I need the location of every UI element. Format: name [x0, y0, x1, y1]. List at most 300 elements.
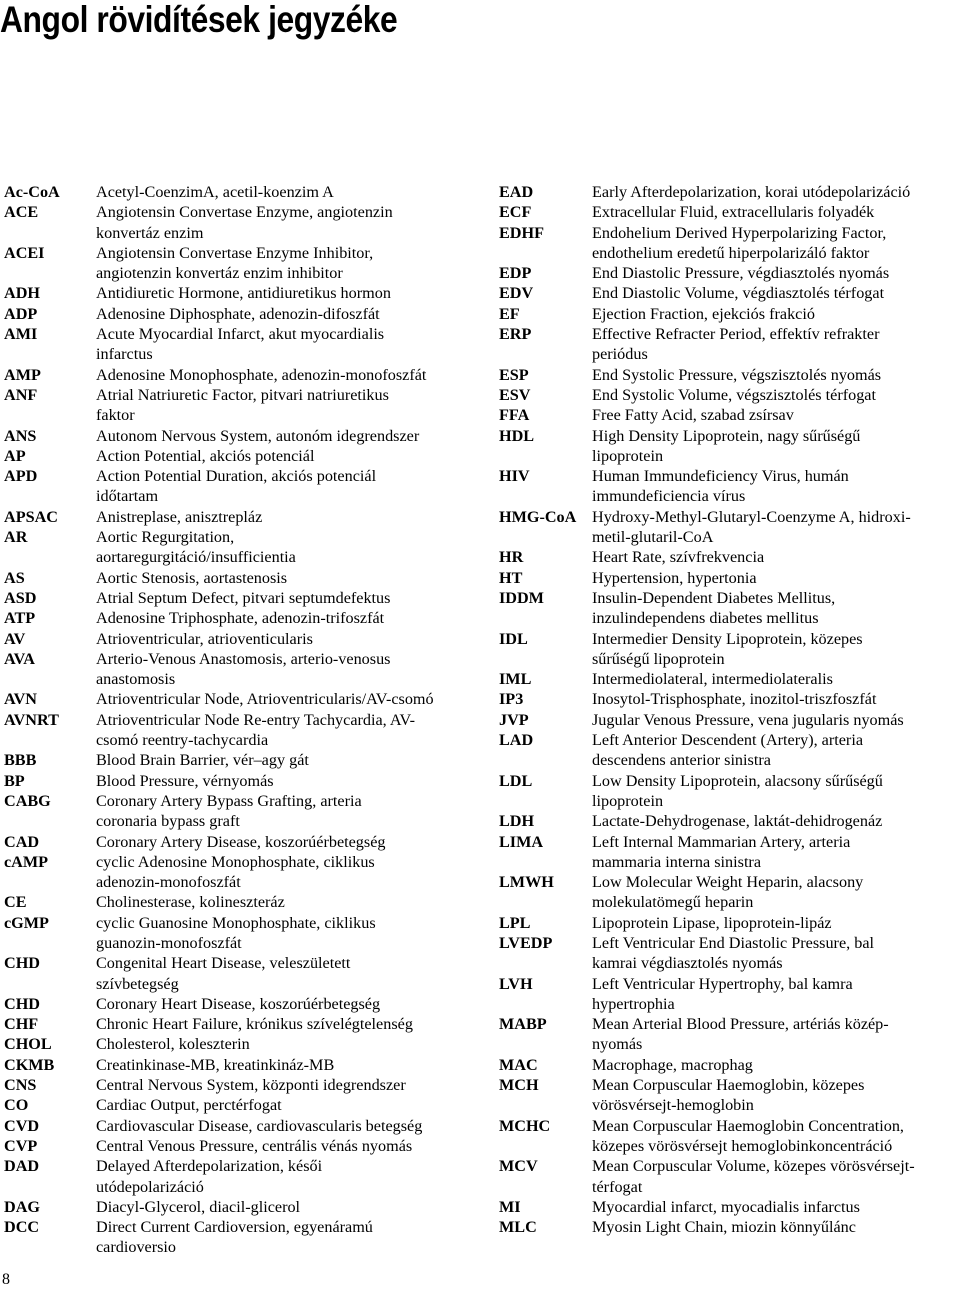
abbreviation-definition	[96, 629, 488, 649]
abbreviation-term: CVP	[4, 1136, 38, 1155]
definition-line: Myosin Light Chain, miozin könnyűlánc	[592, 1218, 856, 1237]
definition-line: adenozin-monofoszfát	[96, 873, 241, 892]
definition-line: Mean Arterial Blood Pressure, artériás közép-	[592, 1015, 889, 1034]
abbreviation-definition	[592, 466, 960, 507]
abbreviation-term: AVA	[4, 649, 35, 668]
abbreviation-definition	[96, 608, 488, 628]
abbreviation-entry	[499, 1055, 960, 1075]
abbreviation-entry	[4, 324, 488, 365]
abbreviation-entry	[4, 365, 488, 385]
abbreviation-term: AP	[4, 446, 26, 465]
abbreviation-term: AMP	[4, 365, 41, 384]
abbreviation-term: IML	[499, 670, 532, 689]
abbreviation-entry	[4, 750, 488, 770]
abbreviation-entry	[4, 1034, 488, 1054]
abbreviation-entry	[4, 1075, 488, 1095]
abbreviation-term: IP3	[499, 690, 524, 709]
definition-line: Inosytol-Trisphosphate, inozitol-triszfoszfát	[592, 690, 877, 709]
abbreviation-entry	[499, 689, 960, 709]
abbreviation-entry	[499, 730, 960, 771]
definition-line: Antidiuretic Hormone, antidiuretikus hormon	[96, 284, 391, 303]
abbreviation-term: CNS	[4, 1076, 37, 1095]
definition-line: Autonom Nervous System, autonóm idegrendszer	[96, 426, 420, 445]
definition-line: Atrioventricular Node Re-entry Tachycardia, AV-	[96, 710, 416, 729]
abbreviation-entry	[4, 1197, 488, 1217]
abbreviation-term: Ac-CoA	[4, 183, 60, 201]
abbreviation-entry	[499, 426, 960, 467]
abbreviation-term: cGMP	[4, 913, 49, 932]
abbreviation-definition	[592, 1075, 960, 1116]
definition-line: Action Potential Duration, akciós potenciál	[96, 467, 377, 486]
abbreviation-entry	[499, 588, 960, 629]
abbreviation-term: ACE	[4, 203, 39, 222]
abbreviation-entry	[499, 202, 960, 222]
definition-line: endothelium eredetű hiperpolarizáló faktor	[592, 243, 870, 262]
abbreviation-definition	[96, 771, 488, 791]
definition-line: anastomosis	[96, 670, 176, 689]
definition-line: Chronic Heart Failure, krónikus szívelégtelenség	[96, 1015, 413, 1034]
definition-line: Delayed Afterdepolarization, késői	[96, 1157, 323, 1176]
page-title: Angol rövidítések jegyzéke	[0, 0, 398, 40]
definition-line: Mean Corpuscular Haemoglobin Concentration,	[592, 1116, 904, 1135]
definition-line: Coronary Artery Disease, koszorúérbetegség	[96, 832, 386, 851]
definition-line: Endohelium Derived Hyperpolarizing Factor,	[592, 223, 887, 242]
abbreviation-term: MAC	[499, 1055, 538, 1074]
abbreviation-entry	[4, 994, 488, 1014]
abbreviation-term: EDV	[499, 284, 534, 303]
definition-line: Aortic Stenosis, aortastenosis	[96, 568, 288, 587]
abbreviation-term: EDP	[499, 264, 532, 283]
abbreviation-term: CE	[4, 893, 27, 912]
definition-line: Angiotensin Convertase Enzyme, angiotenzin	[96, 203, 393, 222]
abbreviation-definition	[592, 426, 960, 467]
definition-line: kamrai végdiasztolés nyomás	[592, 954, 783, 973]
definition-line: Angiotensin Convertase Enzyme Inhibitor,	[96, 243, 374, 262]
abbreviation-definition	[96, 527, 488, 568]
definition-line: lipoprotein	[592, 446, 664, 465]
abbreviation-term: cAMP	[4, 852, 49, 871]
definition-line: Atrial Natriuretic Factor, pitvari natriuretikus	[96, 385, 389, 404]
definition-line: Cardiac Output, perctérfogat	[96, 1096, 282, 1115]
abbreviation-term: DAD	[4, 1157, 40, 1176]
definition-line: Acute Myocardial Infarct, akut myocardialis	[96, 325, 385, 344]
definition-line: Intermedier Density Lipoprotein, közepes	[592, 629, 863, 648]
abbreviation-term: AV	[4, 629, 26, 648]
abbreviation-definition	[592, 730, 960, 771]
abbreviation-definition	[592, 710, 960, 730]
abbreviation-term: HIV	[499, 467, 530, 486]
definition-line: End Systolic Pressure, végszisztolés nyomás	[592, 365, 882, 384]
definition-line: Left Internal Mammarian Artery, arteria	[592, 832, 851, 851]
definition-line: Cholesterol, koleszterin	[96, 1035, 250, 1054]
definition-line: Left Ventricular End Diastolic Pressure, bal	[592, 933, 874, 952]
abbreviation-term: CABG	[4, 791, 51, 810]
abbreviation-entry	[499, 405, 960, 425]
abbreviation-entry	[4, 243, 488, 284]
abbreviation-term: LAD	[499, 731, 534, 750]
abbreviation-definition	[96, 852, 488, 893]
abbreviation-definition	[96, 1034, 488, 1054]
abbreviation-term: ECF	[499, 203, 532, 222]
abbreviation-definition	[96, 182, 488, 202]
abbreviation-term: LPL	[499, 913, 531, 932]
abbreviation-entry	[4, 852, 488, 893]
definition-line: immundeficiencia vírus	[592, 487, 746, 506]
definition-line: Macrophage, macrophag	[592, 1055, 753, 1074]
definition-line: Adenosine Triphosphate, adenozin-trifoszfát	[96, 609, 385, 628]
definition-line: Blood Brain Barrier, vér–agy gát	[96, 751, 309, 770]
abbreviation-definition	[592, 385, 960, 405]
abbreviation-term: HT	[499, 568, 523, 587]
abbreviation-entry	[499, 1116, 960, 1157]
definition-line: Aortic Regurgitation,	[96, 528, 235, 547]
page-number: 8	[2, 1271, 10, 1288]
abbreviation-definition	[592, 365, 960, 385]
definition-line: Hypertension, hypertonia	[592, 568, 757, 587]
abbreviation-term: IDL	[499, 629, 528, 648]
right-abbreviation-column	[499, 182, 960, 1237]
definition-line: Jugular Venous Pressure, vena jugularis nyomás	[592, 710, 904, 729]
abbreviation-term: LMWH	[499, 873, 554, 892]
abbreviation-definition	[592, 1116, 960, 1157]
abbreviation-term: CHOL	[4, 1035, 52, 1054]
definition-line: Hydroxy-Methyl-Glutaryl-Coenzyme A, hidroxi-	[592, 507, 911, 526]
abbreviation-term: EAD	[499, 183, 534, 201]
abbreviation-definition	[96, 832, 488, 852]
abbreviation-term: ADP	[4, 304, 38, 323]
abbreviation-entry	[4, 385, 488, 426]
definition-line: Action Potential, akciós potenciál	[96, 446, 315, 465]
abbreviation-definition	[592, 832, 960, 873]
definition-line: szívbetegség	[96, 974, 179, 993]
abbreviation-entry	[499, 1156, 960, 1197]
abbreviation-term: DCC	[4, 1218, 40, 1237]
abbreviation-definition	[96, 202, 488, 243]
definition-line: Central Nervous System, központi idegrendszer	[96, 1076, 406, 1095]
abbreviation-definition	[592, 689, 960, 709]
abbreviation-entry	[499, 466, 960, 507]
abbreviation-entry	[4, 710, 488, 751]
abbreviation-entry	[499, 283, 960, 303]
definition-line: Left Anterior Descendent (Artery), arteria	[592, 731, 864, 750]
abbreviation-definition	[96, 994, 488, 1014]
abbreviation-definition	[592, 669, 960, 689]
definition-line: hypertrophia	[592, 994, 675, 1013]
definition-line: Direct Current Cardioversion, egyenáramú	[96, 1218, 373, 1237]
abbreviation-term: BP	[4, 771, 25, 790]
abbreviation-term: CHD	[4, 994, 40, 1013]
abbreviation-definition	[96, 892, 488, 912]
abbreviation-definition	[592, 202, 960, 222]
abbreviation-entry	[4, 913, 488, 954]
abbreviation-definition	[96, 1217, 488, 1258]
definition-line: Mean Corpuscular Haemoglobin, közepes	[592, 1076, 865, 1095]
abbreviation-entry	[4, 608, 488, 628]
abbreviation-entry	[499, 913, 960, 933]
definition-line: utódepolarizáció	[96, 1177, 204, 1196]
definition-line: Central Venous Pressure, centrális vénás nyomás	[96, 1136, 413, 1155]
abbreviation-definition	[96, 791, 488, 832]
definition-line: cardioversio	[96, 1238, 177, 1257]
abbreviation-entry	[4, 568, 488, 588]
abbreviation-entry	[4, 629, 488, 649]
definition-line: Effective Refracter Period, effektív refrakter	[592, 325, 880, 344]
definition-line: Acetyl-CoenzimA, acetil-koenzim A	[96, 183, 334, 201]
abbreviation-term: HMG-CoA	[499, 507, 577, 526]
abbreviation-term: IDDM	[499, 588, 544, 607]
definition-line: Human Immundeficiency Virus, humán	[592, 467, 849, 486]
definition-line: Adenosine Monophosphate, adenozin-monofoszfát	[96, 365, 427, 384]
definition-line: térfogat	[592, 1177, 643, 1196]
abbreviation-entry	[4, 771, 488, 791]
definition-line: Lactate-Dehydrogenase, laktát-dehidrogenáz	[592, 812, 883, 831]
abbreviation-term: ANS	[4, 426, 37, 445]
abbreviation-definition	[96, 466, 488, 507]
definition-line: aortaregurgitáció/insufficientia	[96, 548, 296, 567]
abbreviation-definition	[96, 588, 488, 608]
definition-line: End Systolic Volume, végszisztolés térfogat	[592, 385, 876, 404]
abbreviation-term: MCH	[499, 1076, 539, 1095]
definition-line: Atrial Septum Defect, pitvari septumdefektus	[96, 588, 391, 607]
abbreviation-definition	[592, 1156, 960, 1197]
abbreviation-term: ANF	[4, 385, 38, 404]
abbreviation-definition	[592, 568, 960, 588]
abbreviation-definition	[96, 750, 488, 770]
abbreviation-term: CHD	[4, 954, 40, 973]
abbreviation-entry	[4, 832, 488, 852]
abbreviation-definition	[96, 365, 488, 385]
abbreviation-definition	[592, 811, 960, 831]
abbreviation-definition	[96, 304, 488, 324]
abbreviation-term: DAG	[4, 1197, 40, 1216]
definition-line: Congenital Heart Disease, veleszületett	[96, 954, 351, 973]
definition-line: Atrioventricular, atrioventicularis	[96, 629, 313, 648]
abbreviation-term: HDL	[499, 426, 535, 445]
abbreviation-entry	[4, 953, 488, 994]
abbreviation-definition	[96, 446, 488, 466]
abbreviation-definition	[592, 974, 960, 1015]
abbreviation-definition	[96, 1095, 488, 1115]
abbreviation-definition	[96, 385, 488, 426]
definition-line: Adenosine Diphosphate, adenozin-difoszfát	[96, 304, 380, 323]
definition-line: Myocardial infarct, myocadialis infarctus	[592, 1197, 860, 1216]
definition-line: Blood Pressure, vérnyomás	[96, 771, 274, 790]
abbreviation-entry	[4, 791, 488, 832]
definition-line: Left Ventricular Hypertrophy, bal kamra	[592, 974, 853, 993]
definition-line: metil-glutaril-CoA	[592, 528, 714, 547]
abbreviation-definition	[592, 933, 960, 974]
definition-line: cyclic Adenosine Monophosphate, ciklikus	[96, 852, 375, 871]
abbreviation-entry	[499, 223, 960, 264]
definition-line: konvertáz enzim	[96, 223, 204, 242]
abbreviation-entry	[499, 304, 960, 324]
definition-line: sűrűségű lipoprotein	[592, 649, 725, 668]
abbreviation-entry	[499, 974, 960, 1015]
abbreviation-definition	[96, 243, 488, 284]
abbreviation-definition	[592, 1217, 960, 1237]
abbreviation-term: CKMB	[4, 1055, 55, 1074]
abbreviation-definition	[592, 507, 960, 548]
abbreviation-definition	[592, 324, 960, 365]
abbreviation-entry	[499, 771, 960, 812]
abbreviation-definition	[96, 953, 488, 994]
definition-line: Atrioventricular Node, Atrioventricularis/AV-csomó	[96, 690, 434, 709]
abbreviation-term: CHF	[4, 1015, 39, 1034]
abbreviation-entry	[499, 1217, 960, 1237]
definition-line: Mean Corpuscular Volume, közepes vörösvérsejt-	[592, 1157, 915, 1176]
definition-line: infarctus	[96, 345, 153, 364]
abbreviation-entry	[499, 1014, 960, 1055]
abbreviation-definition	[96, 426, 488, 446]
abbreviation-definition	[96, 283, 488, 303]
abbreviation-entry	[499, 263, 960, 283]
definition-line: csomó reentry-tachycardia	[96, 731, 269, 750]
abbreviation-entry	[4, 202, 488, 243]
abbreviation-entry	[499, 324, 960, 365]
abbreviation-entry	[499, 872, 960, 913]
abbreviation-entry	[4, 588, 488, 608]
definition-line: faktor	[96, 406, 135, 425]
abbreviation-entry	[4, 1217, 488, 1258]
abbreviation-definition	[96, 649, 488, 690]
abbreviation-entry	[499, 832, 960, 873]
abbreviation-entry	[499, 710, 960, 730]
abbreviation-term: MLC	[499, 1218, 537, 1237]
definition-line: Extracellular Fluid, extracellularis folyadék	[592, 203, 875, 222]
abbreviation-term: HR	[499, 548, 524, 567]
abbreviation-definition	[592, 588, 960, 629]
definition-line: Free Fatty Acid, szabad zsírsav	[592, 406, 794, 425]
abbreviation-definition	[96, 1055, 488, 1075]
abbreviation-entry	[4, 507, 488, 527]
abbreviation-term: MCHC	[499, 1116, 551, 1135]
abbreviation-term: EDHF	[499, 223, 544, 242]
abbreviation-term: LDL	[499, 771, 533, 790]
abbreviation-term: APD	[4, 467, 38, 486]
definition-line: Cholinesterase, kolineszteráz	[96, 893, 285, 912]
definition-line: időtartam	[96, 487, 159, 506]
abbreviation-term: CO	[4, 1096, 29, 1115]
abbreviation-entry	[4, 1095, 488, 1115]
definition-line: High Density Lipoprotein, nagy sűrűségű	[592, 426, 861, 445]
abbreviation-term: APSAC	[4, 507, 58, 526]
abbreviation-term: AMI	[4, 325, 38, 344]
abbreviation-definition	[592, 283, 960, 303]
abbreviation-entry	[4, 1014, 488, 1034]
abbreviation-definition	[592, 405, 960, 425]
abbreviation-entry	[499, 568, 960, 588]
definition-line: Early Afterdepolarization, korai utódepolarizáció	[592, 183, 911, 201]
definition-line: Anistreplase, anisztrepláz	[96, 507, 263, 526]
abbreviation-definition	[96, 913, 488, 954]
abbreviation-definition	[96, 1197, 488, 1217]
abbreviation-definition	[592, 771, 960, 812]
abbreviation-definition	[592, 304, 960, 324]
abbreviation-entry	[499, 669, 960, 689]
abbreviation-entry	[4, 426, 488, 446]
abbreviation-entry	[4, 1055, 488, 1075]
abbreviation-definition	[96, 324, 488, 365]
abbreviation-definition	[592, 1197, 960, 1217]
abbreviation-term: CVD	[4, 1116, 40, 1135]
abbreviation-definition	[96, 568, 488, 588]
definition-line: Diacyl-Glycerol, diacil-glicerol	[96, 1197, 301, 1216]
abbreviation-entry	[4, 527, 488, 568]
definition-line: periódus	[592, 345, 648, 364]
abbreviation-term: ERP	[499, 325, 532, 344]
abbreviation-term: AVNRT	[4, 710, 59, 729]
abbreviation-term: MCV	[499, 1157, 538, 1176]
abbreviation-term: LVH	[499, 974, 533, 993]
definition-line: descendens anterior sinistra	[592, 751, 771, 770]
abbreviation-term: ESP	[499, 365, 529, 384]
abbreviation-definition	[592, 872, 960, 913]
abbreviation-term: AVN	[4, 690, 37, 709]
abbreviation-term: ACEI	[4, 243, 45, 262]
abbreviation-definition	[96, 1136, 488, 1156]
abbreviation-definition	[592, 1055, 960, 1075]
abbreviation-entry	[4, 283, 488, 303]
definition-line: Arterio-Venous Anastomosis, arterio-venosus	[96, 649, 391, 668]
abbreviation-entry	[499, 365, 960, 385]
definition-line: molekulatömegű heparin	[592, 893, 754, 912]
definition-line: Creatinkinase-MB, kreatinkináz-MB	[96, 1055, 335, 1074]
definition-line: lipoprotein	[592, 791, 664, 810]
abbreviation-term: JVP	[499, 710, 529, 729]
definition-line: Ejection Fraction, ejekciós frakció	[592, 304, 815, 323]
abbreviation-entry	[4, 446, 488, 466]
abbreviation-term: ASD	[4, 588, 37, 607]
definition-line: Low Molecular Weight Heparin, alacsony	[592, 873, 864, 892]
abbreviation-term: FFA	[499, 406, 530, 425]
abbreviation-entry	[4, 649, 488, 690]
definition-line: Coronary Artery Bypass Grafting, arteria	[96, 791, 362, 810]
abbreviation-definition	[96, 1075, 488, 1095]
abbreviation-term: LVEDP	[499, 933, 553, 952]
abbreviation-entry	[499, 182, 960, 202]
definition-line: Low Density Lipoprotein, alacsony sűrűségű	[592, 771, 883, 790]
definition-line: Heart Rate, szívfrekvencia	[592, 548, 765, 567]
abbreviation-entry	[4, 1116, 488, 1136]
abbreviation-term: AR	[4, 528, 28, 547]
abbreviation-term: LDH	[499, 812, 535, 831]
abbreviation-entry	[4, 304, 488, 324]
abbreviation-entry	[4, 1136, 488, 1156]
definition-line: coronaria bypass graft	[96, 812, 240, 831]
abbreviation-term: EF	[499, 304, 520, 323]
definition-line: Lipoprotein Lipase, lipoprotein-lipáz	[592, 913, 832, 932]
definition-line: angiotenzin konvertáz enzim inhibitor	[96, 264, 343, 283]
abbreviation-entry	[499, 933, 960, 974]
abbreviation-term: AS	[4, 568, 25, 587]
abbreviation-entry	[4, 1156, 488, 1197]
abbreviation-entry	[499, 547, 960, 567]
definition-line: Cardiovascular Disease, cardiovascularis betegség	[96, 1116, 423, 1135]
abbreviation-definition	[96, 1116, 488, 1136]
definition-line: End Diastolic Pressure, végdiasztolés nyomás	[592, 264, 890, 283]
definition-line: inzulindependens diabetes mellitus	[592, 609, 819, 628]
abbreviation-entry	[499, 1075, 960, 1116]
abbreviation-definition	[96, 507, 488, 527]
abbreviation-definition	[592, 263, 960, 283]
definition-line: cyclic Guanosine Monophosphate, ciklikus	[96, 913, 376, 932]
abbreviation-term: BBB	[4, 751, 37, 770]
abbreviation-entry	[499, 1197, 960, 1217]
abbreviation-entry	[4, 182, 488, 202]
left-abbreviation-column	[4, 182, 488, 1258]
abbreviation-entry	[499, 629, 960, 670]
definition-line: Intermediolateral, intermediolateralis	[592, 670, 833, 689]
